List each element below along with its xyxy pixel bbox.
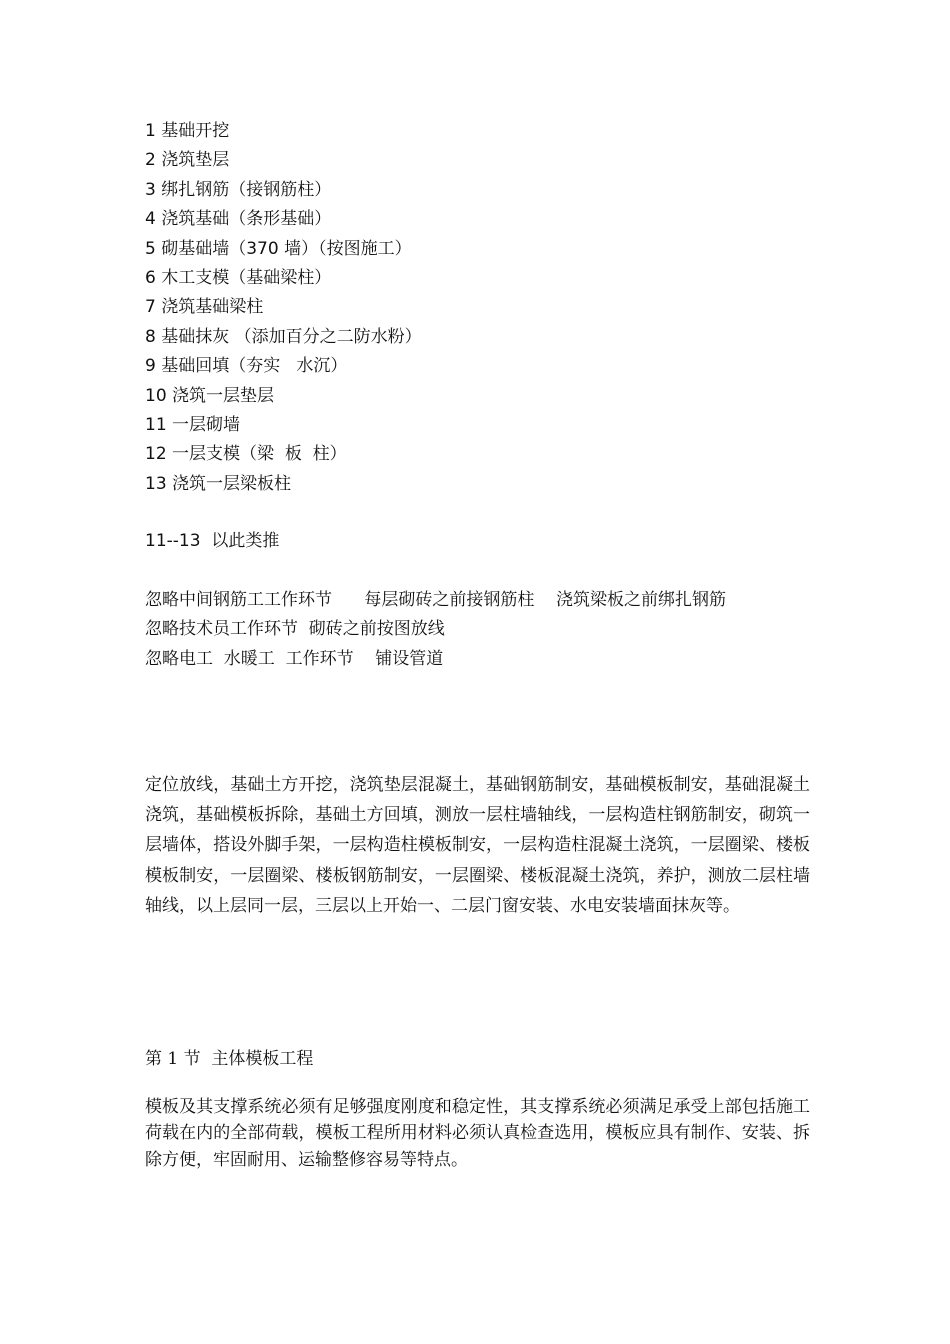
- section-title: 第 1 节 主体模板工程: [145, 1049, 314, 1069]
- step-item: 13 浇筑一层梁板柱: [145, 473, 292, 494]
- step-item: 1 基础开挖: [145, 121, 230, 141]
- step-item: 5 砌基础墙（370 墙）（按图施工）: [145, 238, 412, 259]
- omission-item: 忽略中间钢筋工工作环节 每层砌砖之前接钢筋柱 浇筑梁板之前绑扎钢筋: [145, 590, 727, 610]
- section-body-paragraph: 模板及其支撑系统必须有足够强度刚度和稳定性，其支撑系统必须满足承受上部包括施工荷载在内的全部荷载，模板工程所用材料必须认真检查选用，模板应具有制作、安装、拆除方便，牢固耐用、运输整修容易等特点。: [145, 1097, 810, 1170]
- step-item: 8 基础抹灰 （添加百分之二防水粉）: [145, 326, 422, 347]
- repeat-note: 11--13 以此类推: [145, 531, 280, 551]
- construction-sequence-paragraph: 定位放线，基础土方开挖，浇筑垫层混凝土，基础钢筋制安，基础模板制安，基础混凝土浇筑，基础模板拆除，基础土方回填，测放一层柱墙轴线，一层构造柱钢筋制安，砌筑一层墙体，搭设外脚手架，一层构造柱模板制安，一层构造柱混凝土浇筑，一层圈梁、楼板模板制安，一层圈梁、楼板钢筋制安，一层圈梁、楼板混凝土浇筑，养护，测放二层柱墙轴线，以上层同一层，三层以上开始一、二层门窗安装、水电安装墙面抹灰等。: [145, 775, 810, 916]
- construction-steps-list: [145, 117, 845, 499]
- omissions-list: [145, 586, 845, 674]
- step-item: 9 基础回填（夯实 水沉）: [145, 356, 348, 377]
- step-item: 4 浇筑基础（条形基础）: [145, 209, 332, 230]
- step-item: 10 浇筑一层垫层: [145, 385, 275, 406]
- omission-item: 忽略电工 水暖工 工作环节 铺设管道: [145, 648, 444, 669]
- step-item: 12 一层支模（梁 板 柱）: [145, 444, 347, 465]
- step-item: 11 一层砌墙: [145, 414, 241, 435]
- omission-item: 忽略技术员工作环节 砌砖之前按图放线: [145, 619, 445, 640]
- step-item: 2 浇筑垫层: [145, 150, 230, 171]
- step-item: 7 浇筑基础梁柱: [145, 297, 264, 318]
- step-item: 3 绑扎钢筋（接钢筋柱）: [145, 179, 332, 200]
- step-item: 6 木工支模（基础梁柱）: [145, 267, 332, 288]
